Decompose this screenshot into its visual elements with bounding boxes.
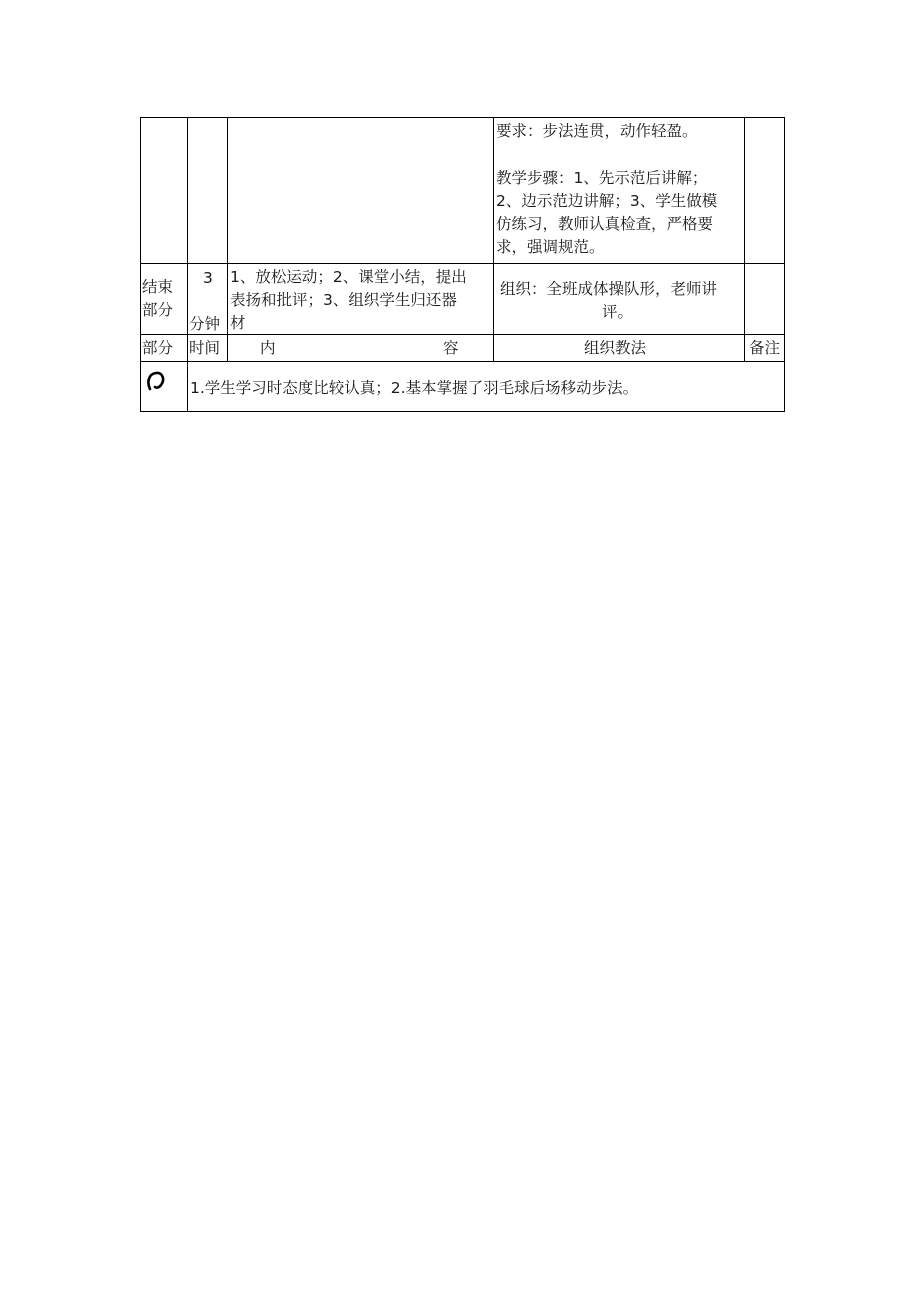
header-content-a: 内 — [260, 339, 276, 357]
end-section-label-2: 部分 — [142, 301, 174, 319]
end-section-label-1: 结束 — [142, 278, 174, 296]
method-requirement: 要求：步法连贯，动作轻盈。 — [496, 122, 698, 140]
col-divider-section — [187, 117, 188, 412]
col-divider-content — [493, 117, 494, 362]
end-content-line-3: 材 — [230, 314, 246, 332]
end-content-line-2: 表扬和批评；3、组织学生归还器 — [230, 291, 457, 309]
end-method-line-1: 组织：全班成体操队形，老师讲 — [500, 280, 718, 298]
col-divider-time — [227, 117, 228, 362]
method-steps-3: 仿练习，教师认真检查，严格要 — [496, 215, 714, 233]
end-method-line-2: 评。 — [602, 303, 634, 321]
table-border-bottom — [140, 411, 785, 412]
col-divider-method — [744, 117, 745, 362]
end-time-number: 3 — [203, 269, 213, 287]
header-section: 部分 — [142, 339, 174, 357]
table-border-left — [140, 117, 141, 412]
method-steps-4: 求，强调规范。 — [496, 238, 605, 256]
method-steps-1: 教学步骤：1、先示范后讲解； — [496, 169, 708, 187]
row-divider-3 — [140, 361, 785, 362]
table-border-top — [140, 117, 785, 118]
table-border-right — [784, 117, 785, 412]
header-time: 时间 — [189, 339, 221, 357]
header-notes: 备注 — [749, 339, 781, 357]
method-steps-2: 2、边示范边讲解；3、学生做模 — [496, 192, 718, 210]
end-time-unit: 分钟 — [189, 315, 221, 333]
header-method: 组织教法 — [584, 339, 647, 357]
header-content-b: 容 — [443, 339, 459, 357]
reflection-mark-icon — [146, 369, 166, 391]
reflection-text: 1.学生学习时态度比较认真；2.基本掌握了羽毛球后场移动步法。 — [190, 379, 639, 397]
end-content-line-1: 1、放松运动；2、课堂小结，提出 — [230, 268, 467, 286]
row-divider-1 — [140, 263, 785, 264]
